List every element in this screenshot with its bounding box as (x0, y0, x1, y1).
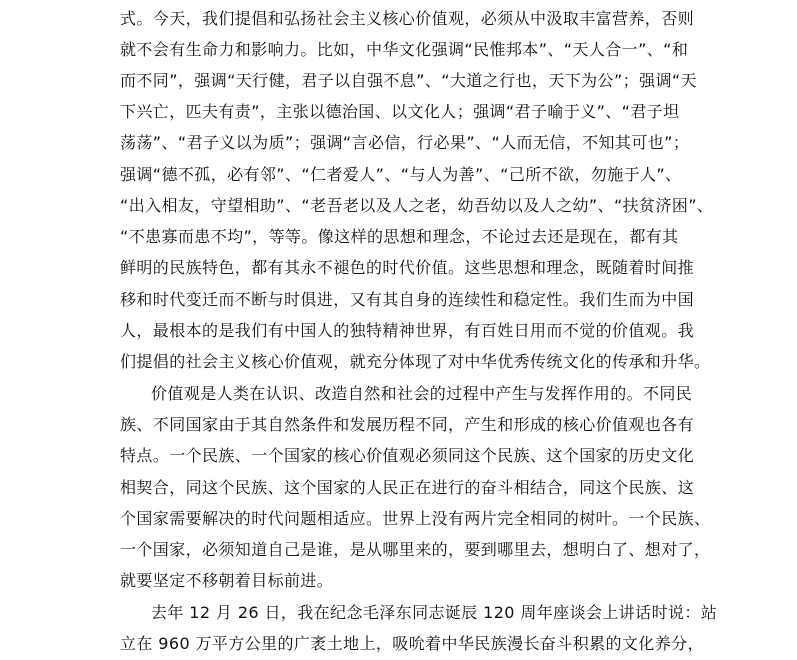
paragraph-first-line: 价值观是人类在认识、改造自然和社会的过程中产生与发挥作用的。不同民 (151, 384, 693, 403)
text-line: 个国家需要解决的时代问题相适应。世界上没有两片完全相同的树叶。一个民族、 (120, 509, 711, 528)
text-line: 立在 960 万平方公里的广袤土地上，吸吮着中华民族漫长奋斗积累的文化养分， (120, 634, 704, 653)
text-line: 式。今天，我们提倡和弘扬社会主义核心价值观，必须从中汲取丰富营养，否则 (120, 9, 695, 28)
text-line: 们提倡的社会主义核心价值观，就充分体现了对中华优秀传统文化的传承和升华。 (120, 352, 711, 371)
text-line: 鲜明的民族特色，都有其永不褪色的时代价值。这些思想和理念，既随着时间推 (120, 258, 695, 277)
paragraph-first-line: 去年 12 月 26 日，我在纪念毛泽东同志诞辰 120 周年座谈会上讲话时说：站 (151, 603, 718, 622)
text-line: 而不同”，强调“天行健，君子以自强不息”、“大道之行也，天下为公”；强调“天 (120, 71, 697, 90)
text-line: 就要坚定不移朝着目标前进。 (120, 571, 334, 590)
text-line: 荡荡”、“君子义以为质”；强调“言必信，行必果”、“人而无信，不知其可也”； (120, 133, 690, 152)
text-line: 人，最根本的是我们有中国人的独特精神世界，有百姓日用而不觉的价值观。我 (120, 321, 695, 340)
text-line: “不患寡而患不均”，等等。像这样的思想和理念，不论过去还是现在，都有其 (120, 227, 679, 246)
text-line: 族、不同国家由于其自然条件和发展历程不同，产生和形成的核心价值观也各有 (120, 415, 695, 434)
text-line: 一个国家，必须知道自己是谁，是从哪里来的，要到哪里去，想明白了、想对了， (120, 540, 711, 559)
text-line: 相契合，同这个民族、这个国家的人民正在进行的奋斗相结合，同这个民族、这 (120, 478, 695, 497)
text-line: 移和时代变迁而不断与时俱进，又有其自身的连续性和稳定性。我们生而为中国 (120, 290, 695, 309)
text-line: 特点。一个民族、一个国家的核心价值观必须同这个民族、这个国家的历史文化 (120, 446, 695, 465)
text-line: 下兴亡，匹夫有责”，主张以德治国、以文化人；强调“君子喻于义”、“君子坦 (120, 102, 680, 121)
text-line: 就不会有生命力和影响力。比如，中华文化强调“民惟邦本”、“天人合一”、“和 (120, 40, 689, 59)
text-line: “出入相友，守望相助”、“老吾老以及人之老，幼吾幼以及人之幼”、“扶贫济困”、 (120, 196, 714, 215)
text-line: 强调“德不孤，必有邻”、“仁者爱人”、“与人为善”、“己所不欲，勿施于人”、 (120, 165, 682, 184)
